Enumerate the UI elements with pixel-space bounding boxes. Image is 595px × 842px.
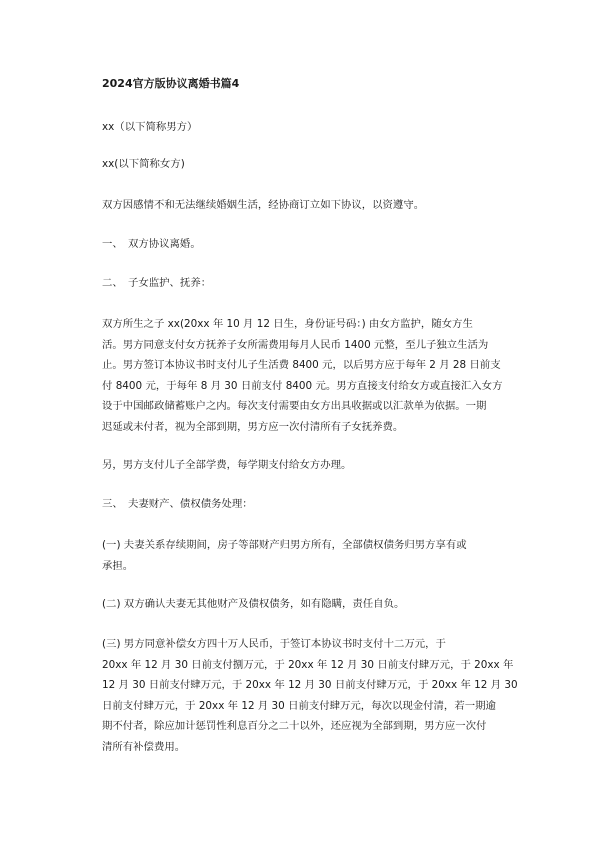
item3-line: 清所有补偿费用。: [102, 740, 186, 753]
party-female: xx(以下简称女方): [102, 158, 185, 170]
child-line: 止。男方签订本协议书时支付儿子生活费 8400 元，以后男方应于每年 2 月 28 日前支: [102, 359, 501, 371]
property-item-1: [102, 535, 495, 576]
tuition-paragraph: 另，男方支付儿子全部学费，每学期支付给女方办理。: [102, 459, 352, 471]
intro-paragraph: 双方因感情不和无法继续婚姻生活，经协商订立如下协议，以资遵守。: [102, 199, 425, 211]
section-2-heading: 二、 子女监护、抚养：: [102, 277, 212, 289]
section-3-heading: 三、 夫妻财产、债权债务处理：: [102, 498, 253, 510]
child-line: 付 8400 元，于每年 8 月 30 日前支付 8400 元。男方直接支付给女方或直接汇入女方: [102, 379, 503, 392]
party-male: xx（以下简称男方）: [102, 121, 198, 133]
item1-line: (一) 夫妻关系存续期间，房子等部财产归男方所有，全部债权债务归男方享有或: [102, 539, 467, 551]
property-item-2: (二) 双方确认夫妻无其他财产及债权债务，如有隐瞒，责任自负。: [102, 598, 405, 610]
item3-line: (三) 男方同意补偿女方四十万人民币，于签订本协议书时支付十二万元，于: [102, 638, 446, 650]
item3-line: 期不付者，除应加计惩罚性利息百分之二十以外，还应视为全部到期，男方应一次付: [102, 720, 487, 732]
child-line: 双方所生之子 xx(20xx 年 10 月 12 日生，身份证号码：) 由女方监护，随女方生: [102, 318, 473, 330]
child-custody-paragraph: [102, 314, 503, 437]
item1-line: 承担。: [102, 559, 134, 572]
document-title: 2024官方版协议离婚书篇4: [102, 77, 240, 90]
item3-line: 日前支付肆万元，于 20xx 年 12 月 30 日前支付肆万元，每次以现金付清，若一期逾: [102, 699, 496, 712]
section-1-heading: 一、 双方协议离婚。: [102, 238, 201, 250]
child-line: 迟延或未付者，视为全部到期，男方应一次付清所有子女抚养费。: [102, 420, 404, 433]
property-item-3: [102, 634, 518, 757]
item3-line: 20xx 年 12 月 30 日前支付捌万元，于 20xx 年 12 月 30 日前支付肆万元，于 20xx 年: [102, 658, 514, 671]
child-line: 设于中国邮政储蓄账户之内。每次支付需要由女方出具收据或以汇款单为依据。一期: [102, 400, 487, 412]
item3-line: 12 月 30 日前支付肆万元，于 20xx 年 12 月 30 日前支付肆万元，于 20xx 年 12 月 30: [102, 679, 518, 691]
child-line: 活。男方同意支付女方抚养子女所需费用每月人民币 1400 元整，至儿子独立生活为: [102, 338, 489, 351]
